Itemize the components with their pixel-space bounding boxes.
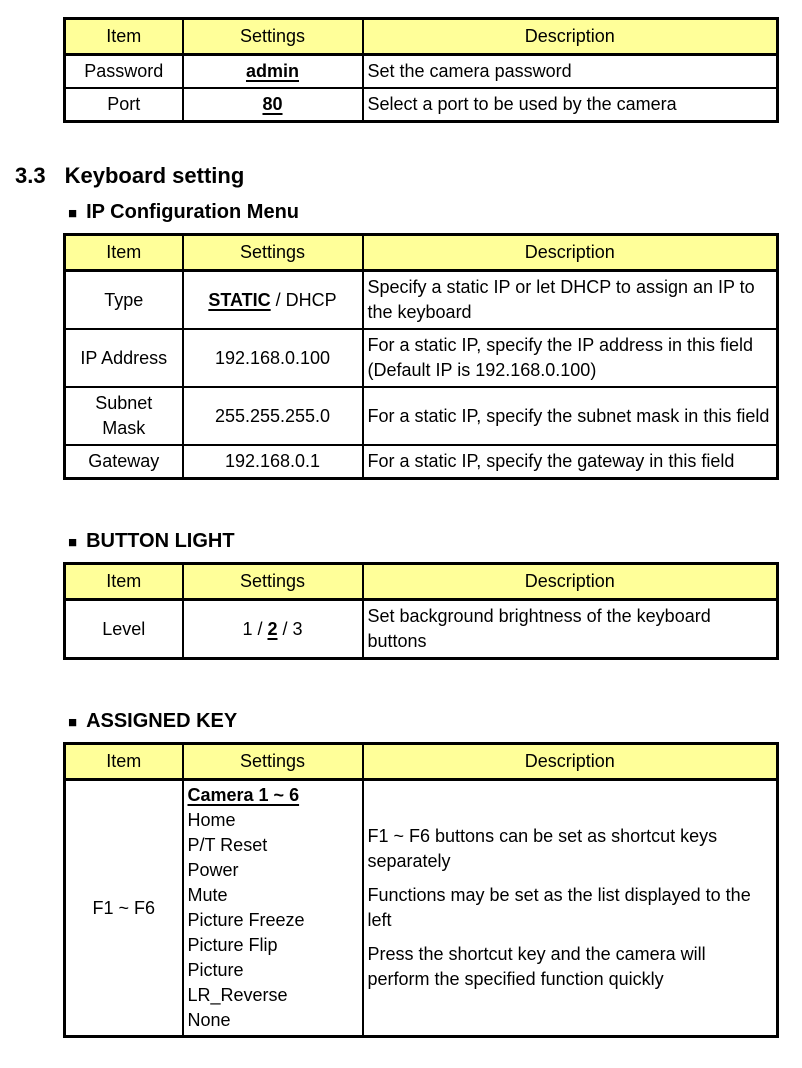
subsection-heading-ip-configuration <box>68 201 776 224</box>
description-paragraph: For a static IP, specify the IP address in this field <box>367 335 754 355</box>
settings-line <box>190 449 356 474</box>
description-paragraph: Select a port to be used by the camera <box>367 94 677 114</box>
description-cell <box>363 445 778 479</box>
description-cell <box>363 271 778 330</box>
section-number: 3.3 <box>15 163 46 188</box>
settings-value: Mute <box>187 885 228 905</box>
camera-password-port-table <box>63 17 779 123</box>
column-header-settings: Settings <box>183 235 363 271</box>
settings-line <box>190 59 356 84</box>
black-square-icon: ■ <box>68 534 78 551</box>
column-header-item: Item <box>65 19 183 55</box>
settings-line <box>188 1008 358 1033</box>
column-header-settings: Settings <box>183 744 363 780</box>
description-paragraph: Functions may be set as the list displayed to the left <box>367 885 751 930</box>
settings-cell <box>183 329 363 387</box>
settings-value: 192.168.0.1 <box>224 451 321 471</box>
description-paragraph: (Default IP is 192.168.0.100) <box>367 360 597 380</box>
settings-value: Picture Freeze <box>187 910 305 930</box>
column-header-item: Item <box>65 235 183 271</box>
item-cell: Password <box>65 55 183 89</box>
settings-line <box>188 883 358 908</box>
description-cell <box>363 55 778 89</box>
settings-value-default: STATIC <box>208 289 271 310</box>
description-paragraph: For a static IP, specify the gateway in this field <box>367 451 735 471</box>
settings-line <box>190 617 356 642</box>
description-paragraph: F1 ~ F6 buttons can be set as shortcut keys separately <box>367 826 718 871</box>
description-paragraph: Set the camera password <box>367 61 572 81</box>
settings-line <box>188 908 358 933</box>
settings-value: Picture <box>187 960 244 980</box>
black-square-icon: ■ <box>68 205 78 222</box>
assigned-key-table <box>63 742 779 1038</box>
table-row <box>65 387 778 445</box>
settings-value: Picture Flip <box>187 935 278 955</box>
header-row <box>65 564 778 600</box>
settings-cell <box>183 600 363 659</box>
item-cell: Port <box>65 88 183 122</box>
settings-line <box>188 833 358 858</box>
column-header-item: Item <box>65 744 183 780</box>
table-row <box>65 780 778 1037</box>
settings-value-default: Camera 1 ~ 6 <box>187 785 300 805</box>
section-heading <box>15 163 776 189</box>
item-cell: Level <box>65 600 183 659</box>
item-cell: Gateway <box>65 445 183 479</box>
item-cell: IP Address <box>65 329 183 387</box>
table-row <box>65 600 778 659</box>
settings-value: Power <box>187 860 239 880</box>
settings-value: Home <box>187 810 236 830</box>
column-header-settings: Settings <box>183 564 363 600</box>
ip-configuration-table <box>63 233 779 480</box>
settings-value: / 3 <box>277 618 303 639</box>
column-header-description: Description <box>363 19 778 55</box>
settings-value: 255.255.255.0 <box>214 405 331 426</box>
header-row <box>65 235 778 271</box>
settings-cell <box>183 387 363 445</box>
settings-value: P/T Reset <box>187 835 268 855</box>
description-paragraph: Press the shortcut key and the camera will perform the specified function quickly <box>367 944 706 989</box>
description-cell <box>363 88 778 122</box>
subsection-heading-assigned-key <box>68 710 776 733</box>
table-row <box>65 271 778 330</box>
section-title: Keyboard setting <box>64 163 245 188</box>
settings-value: 1 / <box>242 618 268 639</box>
item-cell: Type <box>65 271 183 330</box>
settings-line <box>190 92 356 117</box>
settings-value: LR_Reverse <box>187 985 288 1005</box>
description-paragraph: For a static IP, specify the subnet mask in this field <box>367 405 770 426</box>
header-row <box>65 744 778 780</box>
table-row <box>65 445 778 479</box>
settings-line <box>190 288 356 313</box>
settings-cell <box>183 55 363 89</box>
table-row <box>65 88 778 122</box>
settings-cell <box>183 88 363 122</box>
column-header-description: Description <box>363 564 778 600</box>
column-header-item: Item <box>65 564 183 600</box>
settings-value-default: 2 <box>267 618 278 639</box>
description-paragraph: Specify a static IP or let DHCP to assign an IP to the keyboard <box>367 277 755 322</box>
subsection-title-assigned-key: ASSIGNED KEY <box>86 710 238 732</box>
settings-cell <box>183 780 363 1037</box>
description-cell <box>363 600 778 659</box>
settings-value-default: admin <box>245 61 299 81</box>
settings-line <box>188 808 358 833</box>
item-cell: Subnet Mask <box>65 387 183 445</box>
subsection-title-button-light: BUTTON LIGHT <box>86 530 235 552</box>
settings-cell <box>183 271 363 330</box>
settings-line <box>188 983 358 1008</box>
settings-line <box>190 404 356 429</box>
table-row <box>65 55 778 89</box>
settings-value: / DHCP <box>270 289 337 310</box>
settings-value: None <box>187 1010 231 1030</box>
settings-value-default: 80 <box>262 94 283 114</box>
subsection-title-ip-configuration: IP Configuration Menu <box>86 201 300 223</box>
settings-value: 192.168.0.100 <box>214 347 331 368</box>
settings-cell <box>183 445 363 479</box>
settings-line <box>188 933 358 958</box>
description-cell <box>363 387 778 445</box>
column-header-description: Description <box>363 744 778 780</box>
item-cell: F1 ~ F6 <box>65 780 183 1037</box>
settings-line <box>188 783 358 808</box>
header-row <box>65 19 778 55</box>
settings-line <box>188 958 358 983</box>
description-cell <box>363 780 778 1037</box>
column-header-description: Description <box>363 235 778 271</box>
subsection-heading-button-light <box>68 530 776 553</box>
settings-line <box>188 858 358 883</box>
column-header-settings: Settings <box>183 19 363 55</box>
description-cell <box>363 329 778 387</box>
black-square-icon: ■ <box>68 714 78 731</box>
settings-line <box>190 346 356 371</box>
table-row <box>65 329 778 387</box>
button-light-table <box>63 562 779 660</box>
description-paragraph: Set background brightness of the keyboard buttons <box>367 606 711 651</box>
